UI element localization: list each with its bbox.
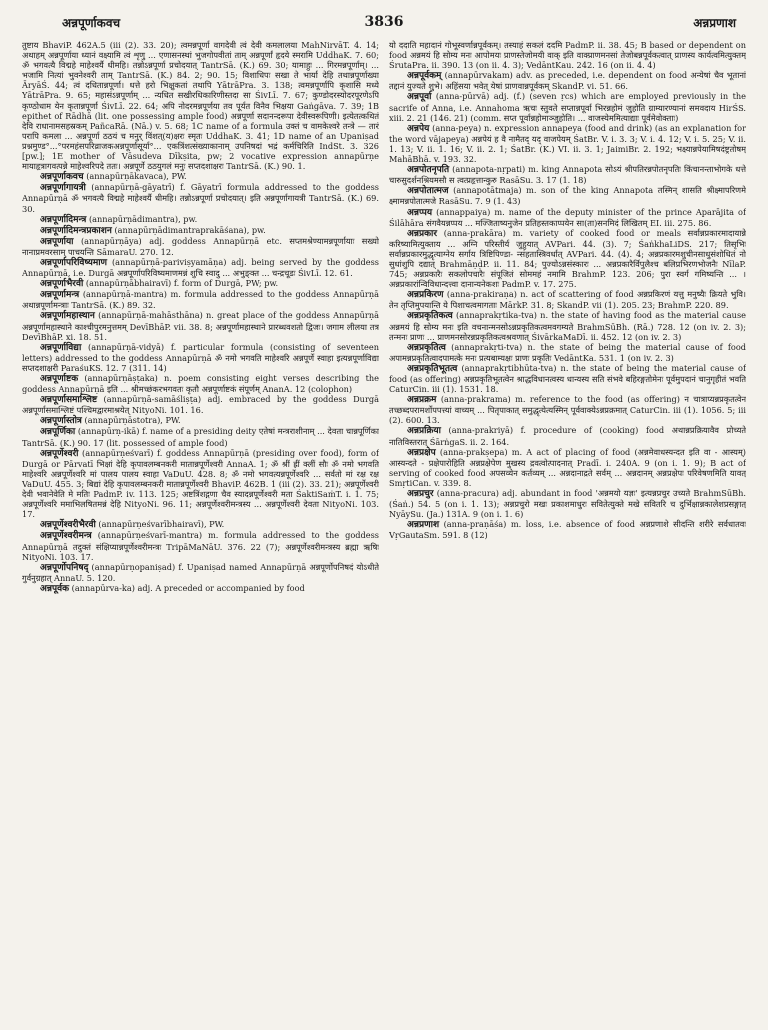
entry-headword: अन्नपूर्णामहास्थान: [40, 311, 95, 322]
entry-text: (annapūrṇopaniṣad) f. Upaniṣad named Annapūrṇā अन्नपूर्णोपनिषदं योऽधीते गुर्वनुग्रहात् AnnaU. 5. 120.: [22, 561, 379, 583]
entry-text: (anna-peya) n. expression annapeya (food and drink) (as an explanation for the word vājapeya) अन्नपेयं ह वै नामैतद् यद् वाजपेयम् ŚatBr. V. i. 3. 3; V. i. 4. 12; V. i. 5. 25; V. ii. 1. 13; V. ii. 1. 16; V. ii. 2. 1; ŚatBr. (K.) VI. ii. 3. 1; JaimiBr. 2. 192; भक्ष्यान्नपेयामिषदंष्ट्रतोषम् MahāBhā. v. 193. 32.: [389, 122, 746, 165]
entry-text: (annapūrva-ka) adj. A preceded or accompanied by food: [71, 582, 305, 593]
entry-headword: अन्नपूर्णास्तोत्र: [40, 416, 82, 427]
dictionary-entry: [389, 394, 746, 425]
entry-headword: अन्नपूर्णेश्वरीभैरवी: [40, 520, 96, 531]
entry-text: (anna-praṇāśa) m. loss, i.e. absence of food अन्नप्रणाशे सीदन्ति शरीरे सर्वधातवः VṛGautaSm. 591. 8 (12): [389, 519, 746, 541]
running-head-right: अन्नप्रणाश: [693, 16, 736, 30]
dictionary-entry: [389, 185, 746, 206]
dictionary-entry: [22, 583, 379, 594]
dictionary-entry: [22, 415, 379, 426]
dictionary-entry: [389, 164, 746, 185]
entry-text: (anna-prakṣepa) m. A act of placing of food (अन्नमेवाधस्यन्दत इति वा - आस्यम्) आस्यन्दते - प्रक्षेपारोहिति अन्नप्रक्षेपेण मुखस्य द्रवत्वोत्पादनात् Pradī. i. 240A. 9 (on i. 1. 9); B act of serving of cooked food अपसव्येन कर्तव्यम् ... अन्नदानाद्रते सर्वम् ... अन्नदानम् अन्नप्रक्षेपः परिवेषणमिति यावत् SmṛtiCan. v. 339. 8.: [389, 446, 746, 488]
entry-text: (annapūrṇādimantra), pw.: [88, 213, 198, 224]
entry-headword: अन्नपूर्णादिमन्त्रप्रकाशन: [40, 225, 112, 236]
dictionary-entry: [389, 123, 746, 164]
entry-text: (annapūrṇākavaca), PW.: [86, 171, 187, 182]
dictionary-entry: [389, 91, 746, 122]
page-header: [22, 14, 746, 36]
entry-headword: अन्नपोतात्मज: [407, 186, 449, 197]
entry-text: (annapūrṇā-gāyatrī) f. Gāyatrī formula addressed to the goddess Annapūrṇā ॐ भगवत्यै विद्महे माहेश्वर्यै धीमहि। तन्नोऽन्नपूर्णा प्रचोदयात्। इति अन्नपूर्णागायत्री TantrSā. (K.) 69. 30.: [22, 182, 379, 214]
entry-text: यो ददाति महादानं गोभूस्वर्णान्नपूर्वकम्। तस्याहं सकलं ददमि PadmP. ii. 38. 45; B based or dependent on food अन्नमयं हि सोम्य मनः आपोमयः प्राणस्तेजोमयी वाक् इति वाक्प्राणमनसां तेजोबन्नपूर्वकत्वात् प्राणस्य कार्यत्वमित्युक्तम् ŚrutaPra. ii. 390. 13 (on ii. 4. 3); VedāntKau. 242. 16 (on ii. 4. 4): [389, 40, 746, 71]
dictionary-entry: [22, 236, 379, 257]
entry-headword: अन्नप्रकार: [407, 228, 438, 239]
entry-continuation: [389, 40, 746, 70]
entry-text: (annapūrṇāstotra), PW.: [84, 415, 181, 426]
entry-text: (annapūrṇādimantraprakāśana), pw.: [114, 224, 266, 235]
dictionary-entry: [22, 394, 379, 415]
entry-headword: अन्नप्रणाश: [407, 520, 440, 531]
entry-headword: अन्नपूर्वक: [40, 583, 70, 594]
dictionary-entry: [22, 278, 379, 289]
entry-continuation: [22, 40, 379, 171]
entry-text: (anna-prakrama) m. reference to the food (as offering) न चात्राप्यन्नप्रकृतत्वेन तच्छब्दपरामर्शोपपत्त्यां वाच्यम् ... पितृपाकात् समुद्धृत्येत्यस्मिन् पूर्ववाक्येऽन्नप्रक्रमात् CaturCin. iii (1). 1056. 5; iii (2). 600. 13.: [389, 394, 746, 426]
entry-headword: अन्नपूर्वा: [407, 92, 432, 103]
entry-text: (annapūrṇeśvarībhairavī), PW.: [98, 519, 225, 530]
dictionary-entry: [22, 289, 379, 310]
entry-text: (annapūrvakam) adv. as preceded, i.e. dependent on food अन्येषां चैव भूतानां तद्दानं युज्यते शुभे। अहिंसया भवेत् येषां प्राणवान्नपूर्वकम् SkandP. vi. 51. 66.: [389, 70, 746, 92]
entry-text: (anna-pūrvā) adj. (f.) (seven ṛcs) which are employed previously in the sacrife of Anna, i.e. Annahoma ऋचः स्तुवते सप्तान्नपूर्वा भिरन्नहोमं जुहोति ग्राम्यारण्यानां समवदाय HirŚS. xiii. 2. 21 (146. 21) (comm. सप्त पूर्वान्नहोमाञ्जुहोति। ... वाजस्येममित्याद्याः पूर्वमेवोक्ताः): [389, 91, 746, 123]
dictionary-entry: [389, 342, 746, 363]
entry-text: (annapūrṇeśvarī-mantra) m. formula addressed to the goddess Annapūrṇā तदुक्तं संक्षिप्यान्नपूर्णेश्वरीमन्त्रः TripāMaNāU. 376. 22 (7); अन्नपूर्णेश्वरीमन्त्रस्य ब्रह्मा ऋषिः NityoNi. 103. 17.: [22, 530, 379, 562]
entry-text: (annapūrṇā-vidyā) f. particular formula (consisting of seventeen letters) addressed to the goddess Annapūrṇā ॐ नमो भगवति माहेश्वरि अन्नपूर्णे स्वाहा इत्यन्नपूर्णाविद्या सप्तदशाक्षरी ParaśuKS. 12. 7 (311. 14): [22, 341, 379, 373]
entry-headword: अन्नप्रक्रिया: [407, 426, 441, 437]
page-number: 3836: [364, 14, 404, 30]
dictionary-entry: [22, 257, 379, 278]
entry-headword: अन्नपूर्णापरिविष्यमाण: [40, 257, 108, 268]
entry-text: (annaprakṛtika-tva) n. the state of having food as the material cause अन्नमयं हि सोम्य मनः इति वचनान्मनसोऽन्नप्रकृतिकत्वमवगम्यते BrahmSūBh. (Rā.) 728. 12 (on iv. 2. 3); तन्मनः प्राणः ... प्राणमनसोरन्नप्रकृतिकत्वश्रवणात् ŚivārkaMaDī. ii. 452. 12 (on iv. 2. 3): [389, 310, 746, 342]
entry-text: (anna-prakiraṇa) n. act of scattering of food अन्नप्रकिरणं यत्तु मनुष्यैः क्रियते भुवि। तेन तृप्तिमुपयान्ति ये पिशाचत्वमागताः MārkP. 31. 8; SkandP. vii (1). 205. 23; BrahmP. 220. 89.: [389, 289, 746, 311]
dictionary-entry: [389, 207, 746, 228]
dictionary-entry: [389, 425, 746, 446]
dictionary-entry: [389, 363, 746, 394]
entry-text: (anna-prakriyā) f. procedure of (cooking) food अथान्नप्रक्रियावैव प्रोच्यते नातिविस्तरात् ŚārṅgaS. ii. 2. 164.: [389, 425, 746, 447]
entry-text: (annapotātmaja) m. son of the king Annapota तस्मिन् शासति श्रीक्ष्मापरिणमे क्ष्मामन्नपोतात्मजे RasāSu. 7. 9 (1. 43): [389, 185, 746, 207]
entry-headword: अन्नपूर्णागायत्री: [40, 183, 86, 194]
entry-text: (annapūrṇā-mantra) m. formula addressed to the goddess Annapūrṇā अथान्नपूर्णामन्त्राः TantrSā. (K.) 89. 32.: [22, 289, 379, 311]
entry-headword: अन्नपूर्णाकवच: [40, 172, 84, 183]
entry-headword: अन्नप्पय: [407, 207, 433, 218]
entry-text: (annapūrṇeśvarī) f. goddess Annapūrṇā (presiding over food), form of Durgā or Pārvatī भिक्षां देहि कृपावलम्बनकरी मातान्नपूर्णेश्वरी AnnaA. 1; ॐ श्रीं ह्रीं क्लीं सौः ॐ नमो भगवति माहेश्वरि अन्नपूर्णेश्वरि मां पालय पालय स्वाहा VaDuU. 428. 8; ॐ नमो भगवत्यन्नपूर्णेश्वरि ... सर्वतो मां रक्ष रक्ष VaDuU. 455. 3; बिद्यां देहि कृपावलम्बनकरी मातान्नपूर्णेश्वरी BhaviP. 462B. 1 (iii (2). 33. 21); अन्नपूर्णेश्वरी देवी भवानेवेति मे मतिः PadmP. iv. 113. 125; अष्टत्रिंशद्गणा चैव स्यादन्नपूर्णेश्वरी मता ŚaktiSaṁT. i. 1. 75; अन्नपूर्णेश्वरि ममाभिलषितमन्नं देहि NityoNi. 96. 11; अन्नपूर्णेश्वरीमन्त्रस्य ... अन्नपूर्णेश्वरी देवता NityoNi. 103. 17.: [22, 447, 379, 520]
dictionary-entry: [22, 310, 379, 341]
entry-text: (anna-prakāra) m. variety of cooked food or meals सर्वान्नप्रकारमादायान्ने करिष्यामित्युक्ताय ... अग्नि परिस्तीर्य जुहुयात् AVPari. 44. (3). 7; ŚaṅkhaLiDS. 217; तिसृभिः सर्वान्नप्रकारमुद्धृत्याग्नेय सर्गाय त्रिष्टिपिण्डा- न्संहतास्त्रिवर्धात् AVPari. 44. (4). 4; अन्नप्रकारमशुचीनसाधुसंशोधितं नो सुधांशुपि दद्यात् BrahmāṇḍP. ii. 11. 84; पुज्योऽन्नसंस्कारः ... अन्नप्रकारैर्विपुलैश्च बलिप्रभिरणभोजनैः NīlaP. 745; अन्नप्रकारैः सकलोपचारैः संपूजितं सोममहं नमामि BrahmP. 123. 206; पुरा स्वर्ग गमिष्यन्ति ... । अन्नप्रकारांन्विविधान्दत्त्वा दानान्यनेकशः PadmP. v. 17. 275.: [389, 227, 746, 290]
entry-text: (anna-pracura) adj. abundant in food 'अन्नमयो यज्ञः' इत्यन्नप्रचुर उच्यते BrahmSūBh. (Śaṅ.) 54. 5 (on i. 1. 13); अन्नप्रचुरो मखः प्रकाशमाधुरः सवितेत्युक्ते मखे सवितरि च दुर्भिक्षान्नकालेशप्रसङ्गात् NyāySu. (Ja.) 131A. 9 (on i. 1. 6): [389, 488, 746, 520]
dictionary-entry: [22, 225, 379, 236]
dictionary-entry: [22, 182, 379, 213]
entry-headword: अन्नपूर्वकम्: [407, 71, 442, 82]
entry-headword: अन्नप्रकृतिकत्व: [407, 311, 453, 322]
left-column: [22, 40, 379, 1030]
dictionary-entry: [389, 228, 746, 290]
entry-text: (annaprakṛti-tva) n. the state of being the material cause of food अपामन्नप्रकृतित्वादपामत्के मनः प्रत्यबाम्यक्षः प्राणः प्रकृतिः VedāntKa. 531. 1 (on iv. 2. 3): [389, 341, 746, 363]
entry-headword: अन्नपूर्णामन्त्र: [40, 290, 80, 301]
dictionary-entry: [389, 447, 746, 488]
entry-headword: अन्नपूर्णादिमन्त्र: [40, 214, 87, 225]
dictionary-entry: [22, 530, 379, 561]
dictionary-entry: [22, 171, 379, 182]
entry-text: तुष्टाय BhaviP. 462A.5 (iii (2). 33. 20); त्वमन्नपूर्णा वागदेवी त्वं देवी कमलालया MahNirvāT. 4. 14; अथाहम् अन्नपूर्णाया ध्यानं वक्ष्यामि त्वं शृणु ... एणासनस्थां भुजगोपवीतां ताम् अन्नपूर्णां हृदये स्मरामि UddhaK. 7. 60; ॐ भगवत्यै विद्महे माहेश्वर्यै धीमहि। तन्नोऽन्नपूर्णा प्रचोदयात् TantrSā. (K.) 69. 30; यामाहुः ... गिरमन्नपूर्णाम्। ... भजामि नित्यां भुवनेश्वरी ताम् TantrSā. (K.) 84. 2; 90. 15; विशाधिपः सखा ते भार्या देहि तथान्नपूर्णाख्या ĀryāŚ. 44; त्वं दधितान्नपूर्णा। धत्ते हरो भिक्षुकतां तथापि YātrāPra. 3. 138; त्वमन्नपूर्णापि कृशासि मध्ये YātrāPra. 9. 65; महासंऽन्नपूर्णाम् ... न्यधित सखीरधिकारिणीस्तदा सा ŚivLī. 7. 67; कुण्डोदरस्योदरपूरणेऽपि कृण्ठोधाम येन कृतान्नपूर्णा ŚivLī. 22. 64; अपि नोदरमन्नपूर्णया तव पूर्यत विनैव भिक्षया Gaṅgāva. 7. 39; 1B epithet of Rādhā (lit. one possessing ample food) अन्नपूर्णा सदानन्दरूपा देवीस्वरूपिणी। इत्येतत्कथितं देवि राधानामसहस्रकम् PañcaRā. (Nā.) v. 5. 68; 1C name of a formula उक्तं च वामकेश्वरे तन्त्रे — तारं परापि कमला ... अन्नपूर्णा ठठयं च मनुर् विंशत्(य)क्षरः स्मृतः UddhaK. 3. 41; 1D name of an Upaniṣad प्रश्नमुण्ड°...°परमहंसपरिव्राजकअन्नपूर्णासूर्या°... एकत्रिंशत्संख्याकानाम् उपनिषदां भद्रं कर्मचिरिति IndSt. 3. 326 [pw.]; 1E mother of Vāsudeva Dīkṣita, pw; 2 vocative expression annapūrṇe मायाहृत्रागवत्पन्ने माहेश्वरिपदे ततः। अन्नपूर्णे ठठयुगलं मनुः सप्तदशाक्षरः TantrSā. (K.) 90. 1.: [22, 40, 379, 172]
entry-headword: अन्नप्रकृतिभूतत्व: [407, 363, 458, 374]
entry-headword: अन्नपूर्णेश्वरी: [40, 448, 79, 459]
entry-text: (annapūrṇāṣṭaka) n. poem consisting eight verses describing the goddess Annapūrṇā इति ... श्रीमच्छंकरभगवतः कृतौ अन्नपूर्णाष्टकं संपूर्णम् AnanA. 12 (colophon): [22, 373, 379, 395]
entry-text: (annapūrṇāya) adj. goddess Annapūrṇā etc. सप्तमश्रेण्यामन्नपूर्णायाः सख्यो नानाप्रमवरसाम् पाचयन्ति SāmaraU. 270. 12.: [22, 235, 379, 257]
dictionary-entry: [22, 562, 379, 583]
dictionary-entry: [389, 289, 746, 310]
entry-headword: अन्नपूर्णासमाश्लिष्ट: [40, 395, 98, 406]
dictionary-entry: [22, 342, 379, 373]
text-columns: [22, 40, 746, 1030]
dictionary-entry: [389, 519, 746, 540]
entry-headword: अन्नपूर्णाष्टक: [40, 374, 79, 384]
entry-headword: अन्नपूर्णाया: [40, 236, 74, 247]
entry-text: (annapūrṇābhairavī) f. form of Durgā, PW; pw.: [85, 278, 279, 289]
dictionary-entry: [389, 488, 746, 519]
dictionary-entry: [389, 70, 746, 91]
dictionary-entry: [22, 519, 379, 530]
entry-headword: अन्नपूर्णाविद्या: [40, 342, 82, 353]
entry-text: (annapota-nṛpati) m. king Annapota सोऽयं श्रीपतिरन्नपोतनृपतिः किंचानन्ताभोगके धत्ते चारुसुदर्शनश्रियमसौ स त्वत्प्रहृत्तान्कुरु RasāSu. 3. 17 (1. 18): [389, 164, 746, 186]
entry-text: (annaprakṛtibhūta-tva) n. the state of being the material cause of food (as offering) अन्नप्रकृतिभूतत्वेन श्राद्धविधानत्वस्य धान्यस्य सति संभवे बहिरङ्गतोमेनः पूर्वमुपदानं चानुगृहीतं भवति CaturCin. iii (1). 1531. 18.: [389, 362, 746, 395]
entry-text: (annapūrṇā-mahāsthāna) n. great place of the goddess Annapūrṇā अन्नपूर्णामहास्थाने काश्चीपुरमनुत्तमम् DevīBhāP. vii. 38. 8; अन्नपूर्णामहास्थाने प्रारब्धवशतो द्विजः। जगाम लीलया तत्र DevīBhāP. xi. 18. 51.: [22, 310, 379, 342]
dictionary-entry: [389, 310, 746, 341]
entry-headword: अन्नपोतनृपति: [407, 165, 450, 176]
entry-text: (annapūrṇā-pariviṣyamāṇa) adj. being served by the goddess Annapūrṇā, i.e. Durgā अन्नपूर्णापरिविष्यमाणमन्नं शुचि स्वादु ... अभुङ्क्त ... चन्द्रचूडः ŚivLī. 12. 61.: [22, 256, 379, 279]
entry-headword: अन्नप्रक्षेप: [407, 447, 436, 458]
dictionary-entry: [22, 214, 379, 225]
entry-headword: अन्नप्रकिरण: [407, 290, 444, 301]
dictionary-entry: [22, 373, 379, 394]
entry-headword: अन्नप्रकृतित्व: [407, 342, 446, 353]
entry-headword: अन्नपूर्णोपनिषद्: [40, 562, 89, 573]
entry-text: (annapūrṇ-ikā) f. name of a presiding deity एतेषां मन्त्रराशीनाम् ... देवता चान्नपूर्णिका TantrSā. (K.) 90. 17 (lit. possessed of ample food): [22, 426, 379, 448]
entry-headword: अन्नपेय: [407, 123, 430, 134]
right-column: [389, 40, 746, 1030]
entry-text: (annappaiya) m. name of the deputy minister of the prince Aparājita of Śilāhāra संगवैयन्नप्पय ... मज्जिताष्यनुजेन प्रतिहस्तकाप्पयेन सा(ता)सनमिदं लिखितम् EI. iii. 275. 86.: [389, 206, 746, 228]
entry-headword: अन्नप्रचुर: [407, 489, 434, 500]
entry-headword: अन्नपूर्णाभैरवी: [40, 279, 84, 290]
entry-headword: अन्नप्रक्रम: [407, 395, 437, 406]
entry-text: (annapūrṇā-samāśliṣṭa) adj. embraced by the goddess Durgā अन्नपूर्णासमाश्लिष्टं पश्चिमद्वारमाश्रयेत् NityoNi. 101. 16.: [22, 394, 379, 416]
entry-headword: अन्नपूर्णेश्वरीमन्त्र: [40, 531, 92, 542]
dictionary-entry: [22, 448, 379, 520]
entry-headword: अन्नपूर्णिका: [40, 427, 76, 438]
running-head-left: अन्नपूर्णाकवच: [62, 16, 121, 30]
dictionary-entry: [22, 426, 379, 447]
